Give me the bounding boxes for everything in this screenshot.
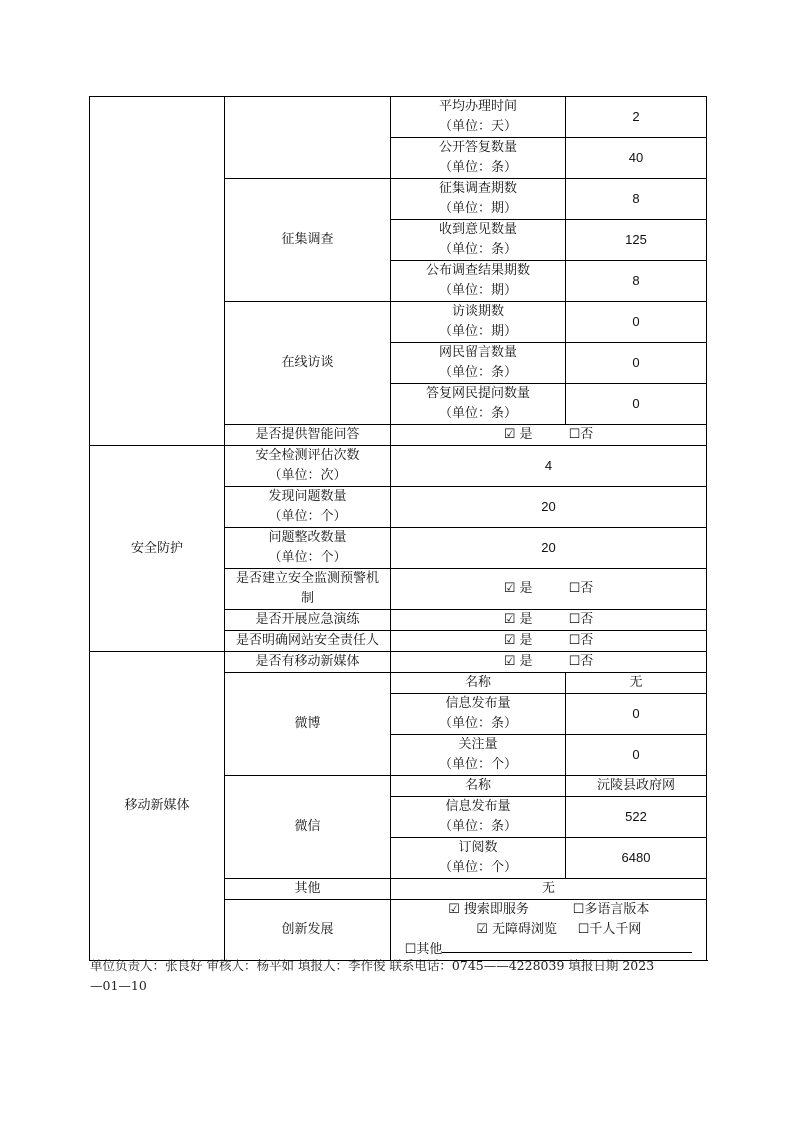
interview-answers-value: 0 <box>566 384 707 425</box>
wechat-posts-value: 522 <box>566 797 707 838</box>
innovation-multilang-checkbox[interactable]: ☐多语言版本 <box>572 902 650 917</box>
wechat-label: 微信 <box>225 776 391 879</box>
responsible-yes-checkbox[interactable]: ☑ 是 <box>503 633 533 648</box>
media-no-checkbox[interactable]: ☐否 <box>568 654 594 669</box>
security-found-value: 20 <box>391 487 707 528</box>
responsible-no-checkbox[interactable]: ☐否 <box>568 633 594 648</box>
table-row <box>90 446 707 487</box>
innovation-other-blank <box>442 940 692 953</box>
innovation-options <box>391 900 707 961</box>
weibo-name-label: 名称 <box>391 673 566 694</box>
drill-yes-checkbox[interactable]: ☑ 是 <box>503 612 533 627</box>
public-reply-label: 公开答复数量 （单位：条） <box>391 138 566 179</box>
has-media-options <box>391 652 707 673</box>
footer-line-2: —01—10 <box>90 978 147 993</box>
smart-qa-options <box>391 425 707 446</box>
survey-periods-value: 8 <box>566 179 707 220</box>
empty-subcategory-cell <box>225 97 391 179</box>
media-other-value: 无 <box>391 879 707 900</box>
media-category: 移动新媒体 <box>90 652 225 961</box>
has-media-label: 是否有移动新媒体 <box>225 652 391 673</box>
innovation-search-checkbox[interactable]: ☑ 搜索即服务 <box>448 902 529 917</box>
security-responsible-options <box>391 631 707 652</box>
footer-line-1: 单位负责人：张良好 审核人：杨平如 填报人：李作俊 联系电话：0745——4228039 填报日期 2023 <box>90 958 655 973</box>
security-drill-label: 是否开展应急演练 <box>225 610 391 631</box>
security-fixed-value: 20 <box>391 528 707 569</box>
weibo-posts-value: 0 <box>566 694 707 735</box>
table-row <box>90 652 707 673</box>
wechat-subscribers-label: 订阅数 （单位：个） <box>391 838 566 879</box>
weibo-name-value: 无 <box>566 673 707 694</box>
wechat-name-label: 名称 <box>391 776 566 797</box>
weibo-posts-label: 信息发布量 （单位：条） <box>391 694 566 735</box>
survey-opinions-value: 125 <box>566 220 707 261</box>
interview-periods-value: 0 <box>566 302 707 343</box>
smart-qa-label: 是否提供智能问答 <box>225 425 391 446</box>
smart-qa-yes-checkbox[interactable]: ☑ 是 <box>503 427 533 442</box>
smart-qa-no-checkbox[interactable]: ☐否 <box>568 427 594 442</box>
wechat-posts-label: 信息发布量 （单位：条） <box>391 797 566 838</box>
interview-category: 在线访谈 <box>225 302 391 425</box>
survey-periods-label: 征集调查期数 （单位：期） <box>391 179 566 220</box>
weibo-followers-value: 0 <box>566 735 707 776</box>
security-drill-options <box>391 610 707 631</box>
security-fixed-label: 问题整改数量 （单位：个） <box>225 528 391 569</box>
drill-no-checkbox[interactable]: ☐否 <box>568 612 594 627</box>
monitor-yes-checkbox[interactable]: ☑ 是 <box>503 581 533 596</box>
media-other-label: 其他 <box>225 879 391 900</box>
survey-results-label: 公布调查结果期数 （单位：期） <box>391 261 566 302</box>
avg-time-value: 2 <box>566 97 707 138</box>
security-found-label: 发现问题数量 （单位：个） <box>225 487 391 528</box>
weibo-followers-label: 关注量 （单位：个） <box>391 735 566 776</box>
survey-results-value: 8 <box>566 261 707 302</box>
security-checks-label: 安全检测评估次数 （单位：次） <box>225 446 391 487</box>
security-category: 安全防护 <box>90 446 225 652</box>
interview-messages-value: 0 <box>566 343 707 384</box>
interview-answers-label: 答复网民提问数量 （单位：条） <box>391 384 566 425</box>
innovation-category: 创新发展 <box>225 900 391 961</box>
wechat-name-value: 沅陵县政府网 <box>566 776 707 797</box>
security-monitor-label: 是否建立安全监测预警机 制 <box>225 569 391 610</box>
monitor-no-checkbox[interactable]: ☐否 <box>568 581 594 596</box>
media-yes-checkbox[interactable]: ☑ 是 <box>503 654 533 669</box>
security-monitor-options <box>391 569 707 610</box>
security-responsible-label: 是否明确网站安全责任人 <box>225 631 391 652</box>
wechat-subscribers-value: 6480 <box>566 838 707 879</box>
innovation-accessibility-checkbox[interactable]: ☑ 无障碍浏览 <box>476 922 558 937</box>
interview-periods-label: 访谈期数 （单位：期） <box>391 302 566 343</box>
public-reply-value: 40 <box>566 138 707 179</box>
report-table <box>89 96 707 961</box>
survey-opinions-label: 收到意见数量 （单位：条） <box>391 220 566 261</box>
innovation-personalized-checkbox[interactable]: ☐千人千网 <box>577 922 642 937</box>
table-row <box>90 97 707 138</box>
interview-messages-label: 网民留言数量 （单位：条） <box>391 343 566 384</box>
weibo-label: 微博 <box>225 673 391 776</box>
footer-info <box>90 956 690 996</box>
innovation-other-checkbox[interactable]: ☐其他 <box>404 942 443 957</box>
avg-time-label: 平均办理时间 （单位：天） <box>391 97 566 138</box>
security-checks-value: 4 <box>391 446 707 487</box>
empty-category-cell <box>90 97 225 446</box>
survey-category: 征集调查 <box>225 179 391 302</box>
